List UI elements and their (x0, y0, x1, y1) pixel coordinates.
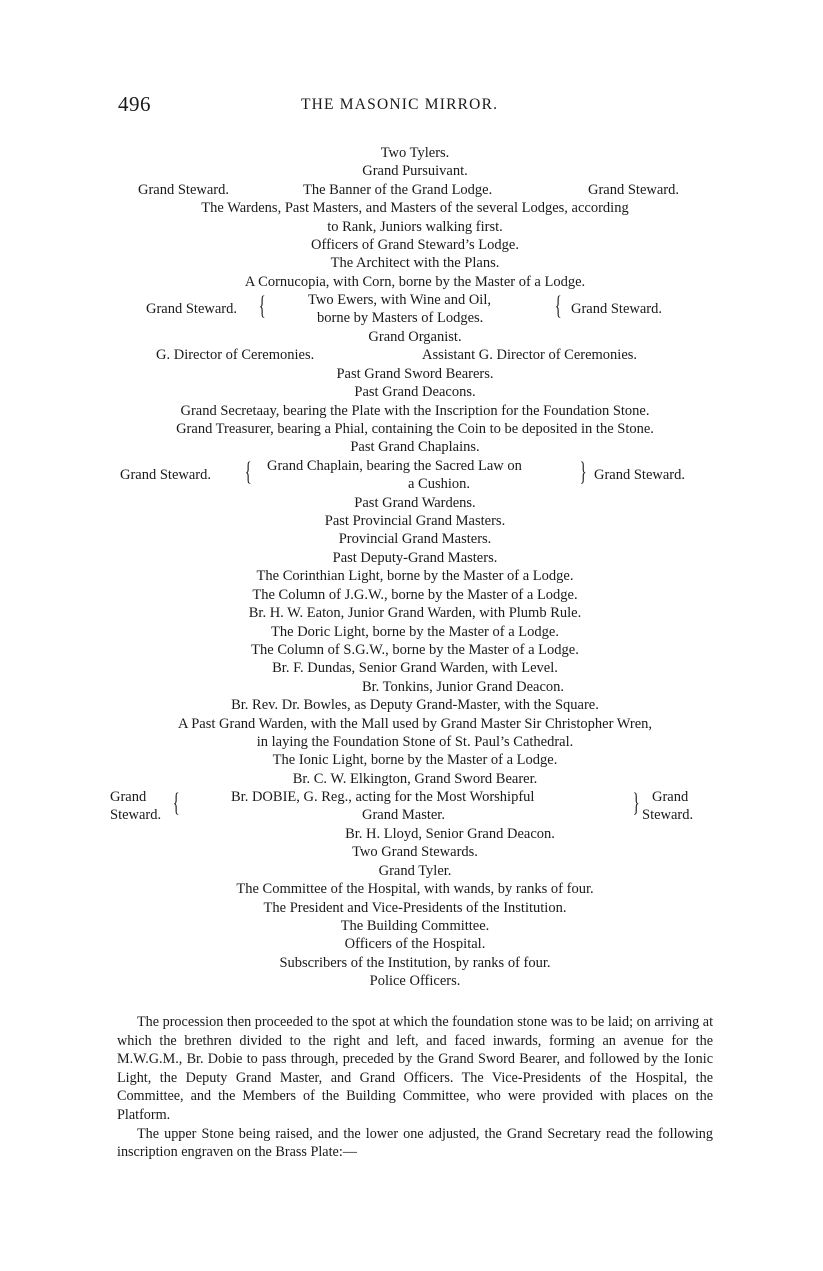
procession-row-directors (110, 346, 720, 364)
procession-line: Subscribers of the Institution, by ranks of four. (279, 954, 551, 971)
procession-line: Two Tylers. (380, 145, 450, 161)
procession-line: Past Grand Deacons. (354, 384, 476, 401)
grand-steward-left: Grand (110, 789, 147, 806)
procession-line: Grand Master. (362, 807, 445, 824)
procession-line: The Corinthian Light, borne by the Master of a Lodge. (256, 568, 574, 585)
procession-line: Grand Treasurer, bearing a Phial, containing the Coin to be deposited in the Stone. (176, 421, 654, 438)
body-text (117, 1013, 713, 1162)
procession-line: G. Director of Ceremonies. (156, 347, 315, 364)
procession-line: The Building Committee. (340, 917, 490, 934)
procession-line: Br. DOBIE, G. Reg., acting for the Most Worshipful (231, 789, 535, 806)
procession-line: Officers of Grand Steward’s Lodge. (311, 237, 519, 254)
procession-line: The Committee of the Hospital, with wands, by ranks of four. (236, 881, 594, 898)
grand-steward-right: Grand Steward. (588, 181, 680, 198)
procession-row-ewers (110, 291, 720, 328)
grand-steward-left: Grand Steward. (146, 301, 238, 318)
procession-line: borne by Masters of Lodges. (317, 310, 484, 327)
procession-line: Grand Tyler. (378, 862, 452, 879)
grand-steward-right: Grand Steward. (571, 301, 663, 318)
grand-steward-right: Steward. (642, 807, 694, 824)
procession-line: Past Deputy-Grand Masters. (332, 549, 498, 566)
grand-steward-right: Grand Steward. (594, 466, 686, 483)
procession-line: The President and Vice-Presidents of the Institution. (263, 899, 567, 916)
procession-line: Br. H. Lloyd, Senior Grand Deacon. (345, 825, 555, 842)
procession-line: in laying the Foundation Stone of St. Paul’s Cathedral. (256, 733, 574, 750)
procession-line: Br. Tonkins, Junior Grand Deacon. (361, 678, 565, 695)
procession-line: The Ionic Light, borne by the Master of a Lodge. (272, 752, 558, 769)
procession-line: Two Ewers, with Wine and Oil, (308, 292, 491, 309)
procession-line: to Rank, Juniors walking first. (327, 218, 503, 235)
grand-steward-left: Grand Steward. (138, 181, 230, 198)
procession-line: The Wardens, Past Masters, and Masters of the several Lodges, according (201, 200, 629, 217)
procession-line: The Column of J.G.W., borne by the Master of a Lodge. (252, 586, 578, 603)
procession-line: Br. C. W. Elkington, Grand Sword Bearer. (292, 770, 538, 787)
procession-line: The Banner of the Grand Lodge. (303, 181, 493, 198)
page-header (118, 92, 713, 120)
grand-steward-left: Steward. (110, 807, 162, 824)
procession-line: Grand Chaplain, bearing the Sacred Law on (267, 457, 522, 474)
procession-line: Past Grand Sword Bearers. (336, 365, 494, 382)
left-brace-icon: { (258, 291, 266, 321)
page-number: 496 (118, 92, 151, 116)
procession-line: Past Provincial Grand Masters. (324, 513, 506, 530)
paragraph: The procession then proceeded to the spot at which the foundation stone was to be laid; on arriving at which the brethren divided to the right and left, and faced inwards, forming an avenue for the M.W.G.M., Br. Dobie to pass through, preceded by the Grand Sword Bearer, and followed by the Ionic Light, the Deputy Grand Master, and Grand Officers. The Vice-Presidents of the Hospital, the Committee, and the Members of the Building Committee, who were provided with places on the Platform. (117, 1014, 714, 1123)
procession-line: Police Officers. (369, 973, 461, 990)
procession-line: Br. Rev. Dr. Bowles, as Deputy Grand-Master, with the Square. (231, 697, 599, 714)
procession-line: a Cushion. (408, 475, 471, 492)
procession-row-dobie (110, 788, 720, 825)
procession-line: Br. H. W. Eaton, Junior Grand Warden, with Plumb Rule. (248, 605, 582, 622)
left-brace-icon: { (172, 788, 180, 818)
running-head: THE MASONIC MIRROR. (301, 96, 499, 113)
procession-line: The Column of S.G.W., borne by the Master of a Lodge. (251, 641, 579, 658)
procession-line: Grand Pursuivant. (362, 163, 468, 180)
procession-line: Provincial Grand Masters. (338, 531, 492, 548)
procession-line: Past Grand Wardens. (354, 494, 476, 511)
procession-line: The Architect with the Plans. (330, 255, 500, 272)
procession-line: The Doric Light, borne by the Master of a Lodge. (271, 623, 559, 640)
procession-row-chaplain (110, 457, 720, 494)
procession-line: Two Grand Stewards. (352, 844, 478, 861)
paragraph: The upper Stone being raised, and the lower one adjusted, the Grand Secretary read the following inscription engraven on the Brass Plate:— (117, 1125, 713, 1161)
procession-line: Grand Secretaay, bearing the Plate with the Inscription for the Foundation Stone. (180, 402, 650, 419)
procession-line: Officers of the Hospital. (344, 936, 486, 953)
procession-line: Grand Organist. (368, 329, 462, 346)
procession-line: A Past Grand Warden, with the Mall used by Grand Master Sir Christopher Wren, (177, 715, 653, 732)
procession-line: A Cornucopia, with Corn, borne by the Master of a Lodge. (244, 273, 586, 290)
grand-steward-right: Grand (652, 789, 689, 806)
grand-steward-left: Grand Steward. (120, 466, 212, 483)
right-brace-icon: } (632, 788, 640, 818)
procession-row-banner (110, 181, 720, 199)
left-brace-icon: { (244, 456, 252, 486)
left-brace-icon: { (554, 291, 562, 321)
right-brace-icon: } (579, 456, 587, 486)
procession-line: Br. F. Dundas, Senior Grand Warden, with Level. (272, 660, 558, 677)
procession-line: Assistant G. Director of Ceremonies. (422, 347, 638, 364)
procession-list (110, 144, 720, 991)
procession-line: Past Grand Chaplains. (350, 439, 480, 456)
